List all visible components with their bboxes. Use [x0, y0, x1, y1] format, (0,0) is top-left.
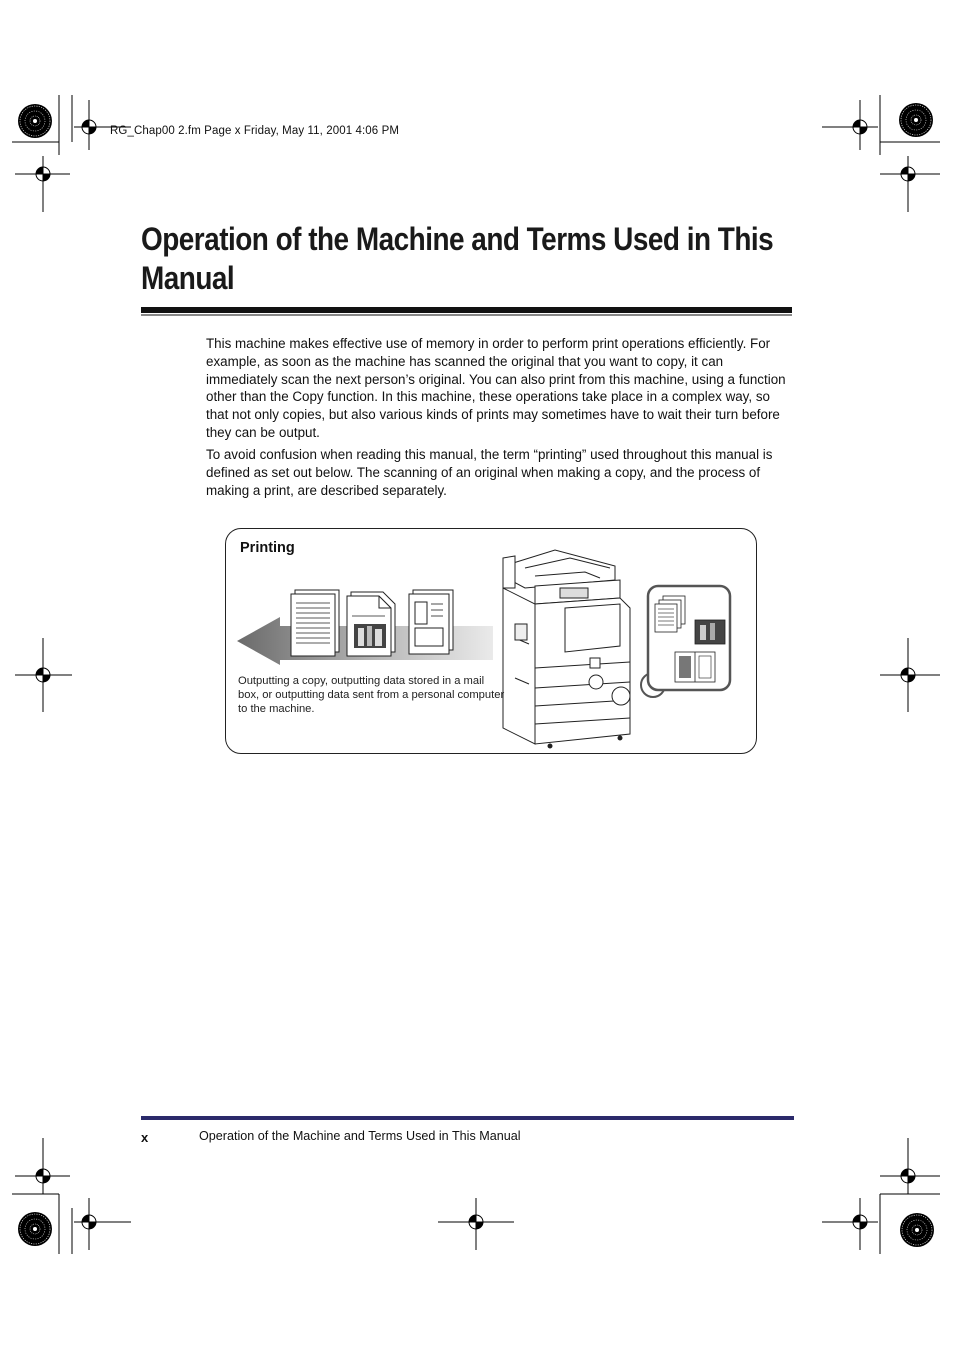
page-title: Operation of the Machine and Terms Used in This Manual [141, 221, 774, 296]
title-rule-shadow [141, 314, 792, 316]
diagram-label: Printing [240, 540, 295, 556]
copier-machine-icon [503, 550, 630, 748]
photo-page-icon [347, 592, 395, 656]
intro-paragraph: This machine makes effective use of memory in order to perform print operations efficiently. For example, as soon as the machine has scanned the original that you want to copy, it can immediately scan the next person’s original. You can also print from this machine, using a function other than the Copy function. In this machine, these operations take place in a complex way, so that not only copies, but also various kinds of prints may sometimes have to wait their turn before they can be output. [206, 336, 786, 440]
layout-page-icon [409, 590, 453, 654]
printing-illustration [225, 528, 755, 752]
footer-rule [141, 1116, 794, 1120]
output-tray-callout [648, 586, 730, 690]
file-stamp: RG_Chap00 2.fm Page x Friday, May 11, 2001 4:06 PM [110, 125, 400, 137]
definition-paragraph: To avoid confusion when reading this manual, the term “printing” used throughout this manual is defined as set out below. The scanning of an original when making a copy, and the process of making a print, are described separately. [206, 447, 773, 498]
diagram-caption: Outputting a copy, outputting data stored in a mail box, or outputting data sent from a personal computer to the machine. [238, 675, 505, 715]
title-rule [141, 307, 792, 313]
page-number: x [141, 1130, 149, 1145]
text-page-icon [291, 590, 339, 656]
footer-chapter-title: Operation of the Machine and Terms Used in This Manual [199, 1129, 521, 1143]
